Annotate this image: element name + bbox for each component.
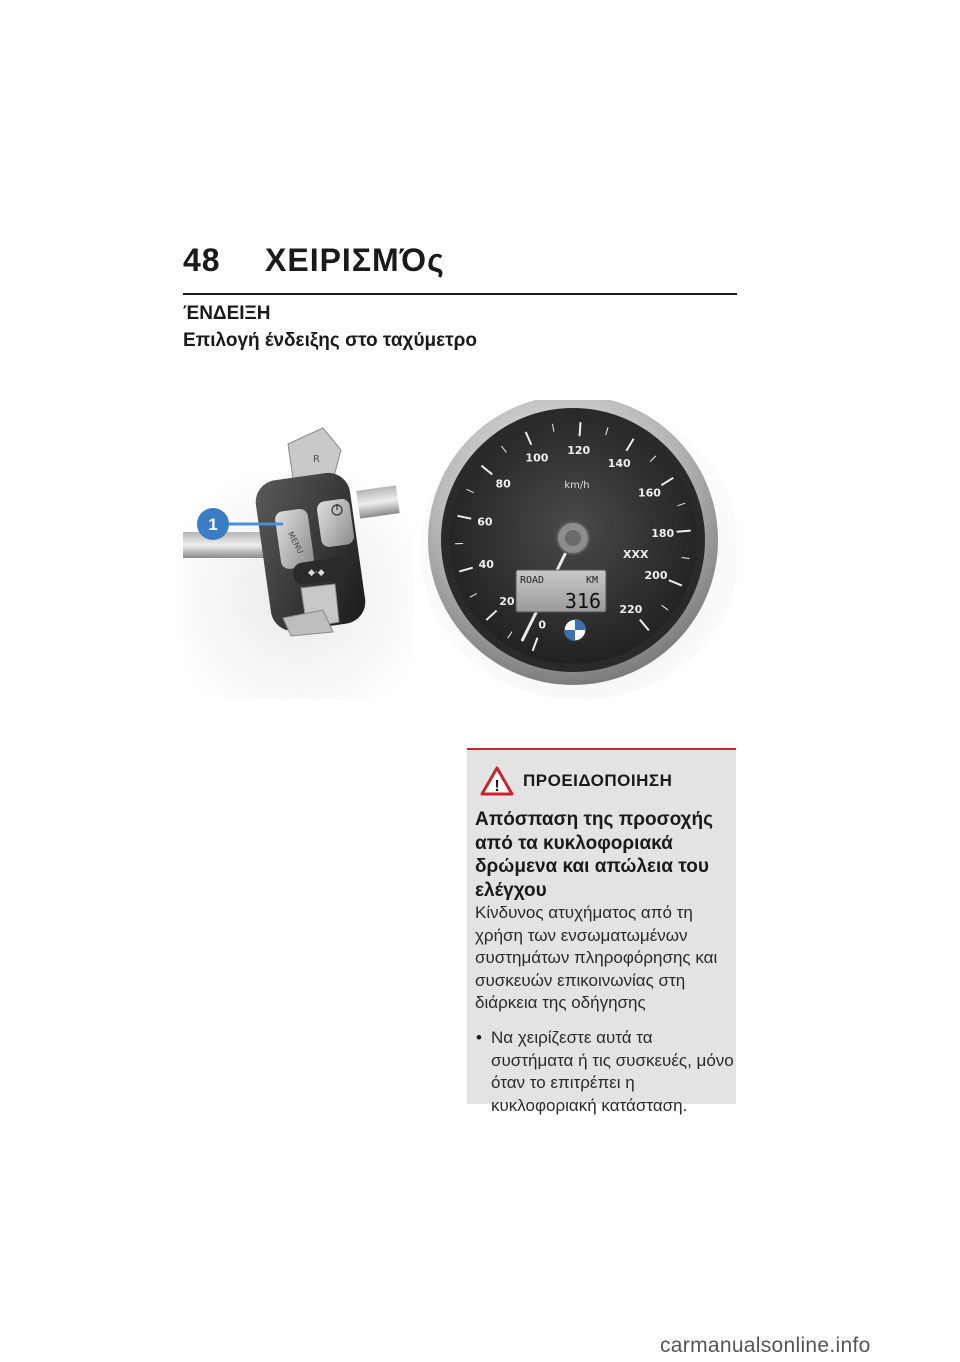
speed-tick-label: 140 bbox=[607, 456, 631, 470]
speed-tick-label: 200 bbox=[644, 568, 668, 582]
gauge-badge: XXX bbox=[623, 548, 649, 561]
menu-label: MENU bbox=[285, 530, 305, 556]
svg-text:!: ! bbox=[494, 778, 500, 795]
header-rule bbox=[183, 293, 737, 295]
speed-tick-label: 100 bbox=[525, 451, 549, 465]
subsection-title: Επιλογή ένδειξης στο ταχύμετρο bbox=[183, 330, 478, 351]
warning-title: ΠΡΟΕΙΔΟΠΟΙΗΣΗ bbox=[523, 771, 673, 790]
handlebar-switch bbox=[183, 428, 413, 700]
warning-text: Κίνδυνος ατυχήματος από τη χρήση των ενσωματωμένων συστημάτων πληροφόρησης και συσκευών επικοινωνίας στη διάρκεια της οδήγησης bbox=[475, 903, 718, 1012]
rocker-label: ◆·◆ bbox=[308, 568, 325, 578]
warning-triangle-icon bbox=[480, 766, 514, 796]
speed-tick-label: 180 bbox=[651, 526, 675, 540]
speed-tick-label: 20 bbox=[499, 595, 515, 609]
speed-tick bbox=[580, 422, 581, 436]
speed-tick-label: 40 bbox=[478, 557, 494, 571]
lcd-value: 316 bbox=[564, 589, 601, 613]
speed-tick-label: 220 bbox=[619, 602, 643, 616]
speed-unit: km/h bbox=[564, 480, 590, 491]
warning-box bbox=[467, 748, 736, 1115]
watermark: carmanualsonline.info bbox=[660, 1334, 871, 1357]
callout-number: 1 bbox=[208, 515, 218, 534]
page-number: 48 bbox=[183, 242, 221, 278]
warning-heading: Απόσπαση της προσοχής από τα κυκλοφοριακά δρώμενα και απώλεια του ελέγχου bbox=[475, 809, 713, 901]
section-title: ΈΝΔΕΙΞΗ bbox=[183, 303, 271, 324]
speed-tick-label: 160 bbox=[637, 486, 661, 500]
chapter-title: ΧΕΙΡΙΣΜΌς bbox=[265, 242, 445, 278]
speedometer bbox=[420, 400, 737, 700]
lcd-mode: ROAD bbox=[520, 575, 545, 586]
warning-bullet: Να χειρίζεστε αυτά τα συστήματα ή τις συσκευές, μόνο όταν το επιτρέπει η κυκλοφοριακή κατάσταση. bbox=[491, 1028, 734, 1115]
speed-tick-label: 80 bbox=[495, 477, 511, 491]
bullet-marker: • bbox=[476, 1028, 482, 1047]
svg-text:R: R bbox=[313, 454, 320, 465]
speed-tick-label: 120 bbox=[567, 444, 591, 458]
figure-handlebar-speedometer bbox=[183, 400, 737, 710]
speed-tick-label: 60 bbox=[477, 515, 493, 529]
speed-tick-label: 0 bbox=[538, 618, 547, 632]
lcd-unit: KM bbox=[586, 575, 599, 586]
speed-tick bbox=[677, 531, 691, 532]
